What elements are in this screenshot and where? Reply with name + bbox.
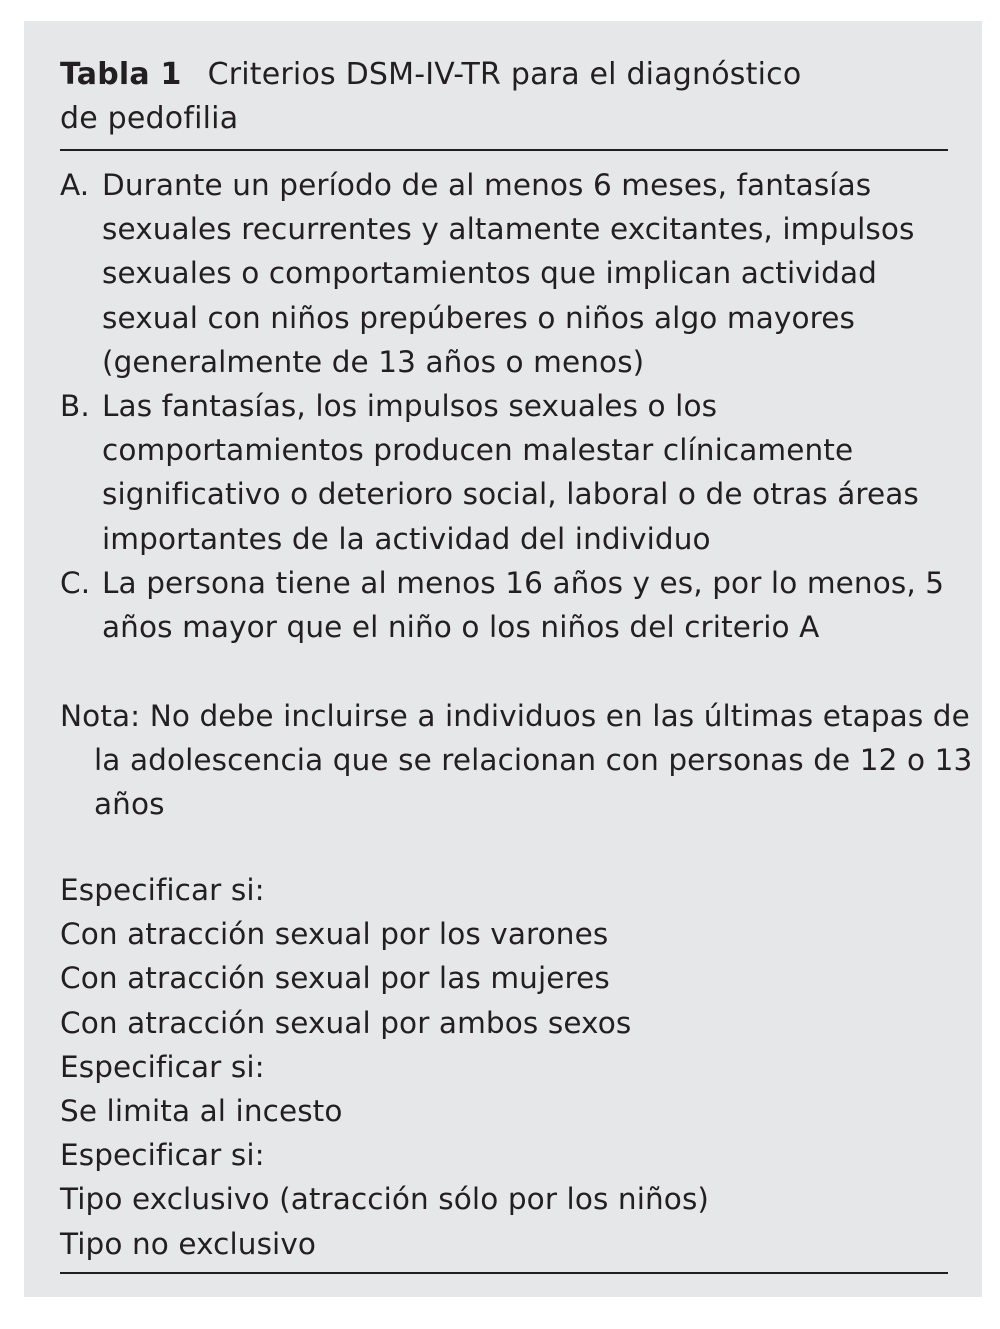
note-label: Nota: <box>60 699 141 733</box>
specifier-line: Especificar si: <box>60 1138 265 1173</box>
criterion-letter: B. <box>60 389 90 424</box>
criterion-a <box>60 163 960 384</box>
top-rule <box>60 149 948 151</box>
criterion-b <box>60 384 960 561</box>
criteria-list <box>60 163 960 649</box>
specifier-line: Tipo exclusivo (atracción sólo por los niños) <box>60 1182 710 1217</box>
table-title-line2: de pedofilia <box>60 101 239 136</box>
table-caption <box>60 53 940 141</box>
note <box>60 694 974 827</box>
bottom-rule <box>60 1272 948 1274</box>
table-title-line1: Criterios DSM-IV-TR para el diagnóstico <box>207 57 802 92</box>
criterion-letter: C. <box>60 565 91 600</box>
specifier-line: Tipo no exclusivo <box>60 1226 317 1261</box>
specifier-line: Con atracción sexual por las mujeres <box>60 961 610 996</box>
specifier-line: Se limita al incesto <box>60 1094 343 1129</box>
table-label: Tabla 1 <box>60 57 182 92</box>
specifiers-list <box>60 868 960 1266</box>
table-panel <box>24 21 982 1297</box>
criterion-text: Durante un período de al menos 6 meses, fantasías sexuales recurrentes y altamente excitantes, impulsos sexuales o comportamientos que implican actividad sexual con niños prepúberes o niños algo mayores (generalmente de 13 años o menos) <box>102 168 915 379</box>
note-text: No debe incluirse a individuos en las últimas etapas de la adolescencia que se relacionan con personas de 12 o 13 años <box>94 699 973 822</box>
specifier-line: Con atracción sexual por ambos sexos <box>60 1005 632 1040</box>
specifier-line: Especificar si: <box>60 1049 265 1084</box>
criterion-text: La persona tiene al menos 16 años y es, por lo menos, 5 años mayor que el niño o los niños del criterio A <box>102 565 945 645</box>
specifier-line: Con atracción sexual por los varones <box>60 917 609 952</box>
criterion-letter: A. <box>60 168 90 202</box>
specifier-line: Especificar si: <box>60 873 265 907</box>
criterion-c <box>60 561 960 649</box>
criterion-text: Las fantasías, los impulsos sexuales o los comportamientos producen malestar clínicamente significativo o deterioro social, laboral o de otras áreas importantes de la actividad del individuo <box>102 389 919 556</box>
